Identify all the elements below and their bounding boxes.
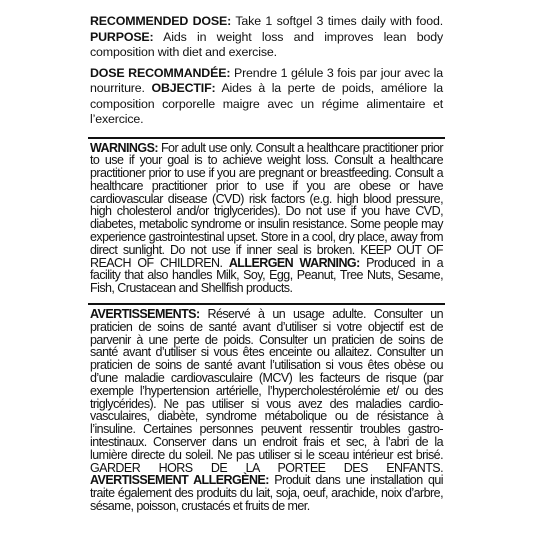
recommended-dose-heading: RECOMMENDED DOSE: xyxy=(90,14,232,28)
dose-french-paragraph xyxy=(90,66,443,128)
warnings-french-section xyxy=(88,305,445,513)
avertissement-allergene-heading: AVERTISSEMENT ALLERGÈNE: xyxy=(90,473,269,488)
dose-english-paragraph xyxy=(90,14,443,61)
warnings-heading: WARNINGS: xyxy=(90,140,158,155)
dose-recommandee-text: Prendre 1 gélule 3 fois par jour avec la nourriture. xyxy=(90,65,443,95)
warnings-english-paragraph xyxy=(90,142,443,296)
purpose-heading: PURPOSE: xyxy=(90,29,154,44)
warnings-text: For adult use only. Consult a healthcare practitioner prior to use if your goal is to achieve weight loss. Consult a healthcare practitioner prior to use if you are pregnant or breastfeeding. Consult a healthcare practitioner prior to use if you are obese or have cardiovascular disease (CVD) risk factors (e.g. high blood pressure, high cholesterol and/or triglycerides). Do not use if you have CVD, diabetes, metabolic syndrome or insulin resistance. Some people may experience gastrointestinal upset. Store in a cool, dry place, away from direct sunlight. Do not use if inner seal is broken. KEEP OUT OF REACH OF CHILDREN. xyxy=(90,140,443,270)
allergen-warning-text: Produced in a facility that also handles Milk, Soy, Egg, Peanut, Tree Nuts, Sesame, Fish, Crustacean and Shellfish products. xyxy=(90,255,443,296)
avertissements-text: Réservé à un usage adulte. Consulter un praticien de soins de santé avant d’utiliser si votre objectif est de parvenir à une perte de poids. Consulter un praticien de soins de santé avant d’utiliser si vous êtes enceinte ou allaitez. Consulter un praticien de soins de santé avant l’utilisation si vous êtes obèse ou d’une maladie cardiovasculaire (MCV) les facteurs de risque (par exemple l’hypertension artérielle, l’hypercholestérolémie et/ ou des triglycérides). Ne pas utiliser si vous avez des maladies cardio-vasculaires, diabète, syndrome métabolique ou de résistance à l’insuline. Certaines personnes peuvent ressentir troubles gastro-intestinaux. Conserver dans un endroit frais et sec, à l’abri de la lumière directe du soleil. Ne pas utiliser si le sceau intérieur est brisé. GARDER HORS DE LA PORTEE DES ENFANTS. xyxy=(90,307,443,475)
avertissement-allergene-text: Produit dans une installation qui traite également des produits du lait, soja, oeuf, arachide, noix d’arbre, sésame, poisson, crustacés et fruits de mer. xyxy=(90,473,443,514)
dose-section xyxy=(88,14,445,137)
recommended-dose-text: Take 1 softgel 3 times daily with food. xyxy=(231,14,443,28)
dose-recommandee-heading: DOSE RECOMMANDÉE: xyxy=(90,65,231,80)
warnings-english-section xyxy=(88,139,445,304)
allergen-warning-heading: ALLERGEN WARNING: xyxy=(228,255,360,270)
avertissements-heading: AVERTISSEMENTS: xyxy=(90,307,200,322)
objectif-heading: OBJECTIF: xyxy=(151,81,216,95)
warnings-french-paragraph xyxy=(90,308,443,513)
objectif-text: Aides à la perte de poids, améliore la composition corporelle maigre avec un régime alimentaire et l’exercice. xyxy=(90,81,443,126)
purpose-text: Aids in weight loss and improves lean body composition with diet and exercise. xyxy=(90,29,443,59)
supplement-label xyxy=(88,14,445,513)
